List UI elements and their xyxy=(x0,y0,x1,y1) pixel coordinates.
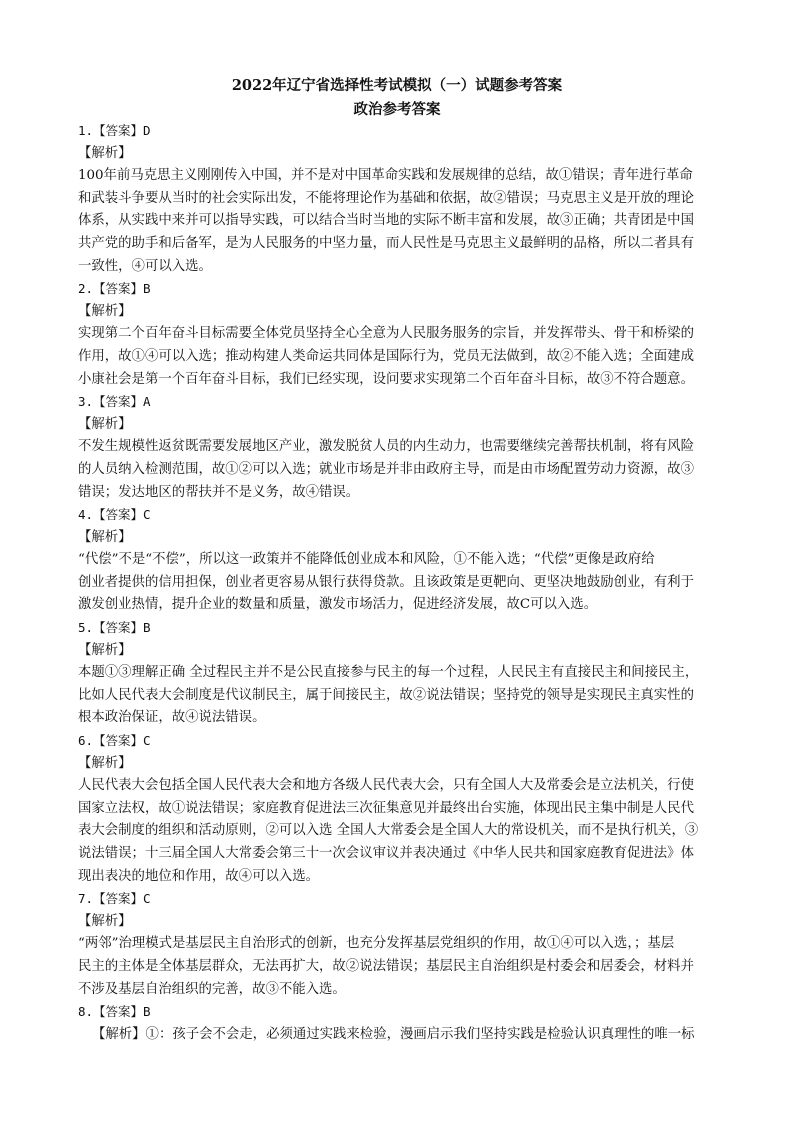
explanation-text-line: 100年前马克思主义刚刚传入中国，并不是对中国革命实践和发展规律的总结，故①错误；青年进行革命 xyxy=(78,168,693,184)
explanation-text-line: 表大会制度的组织和活动原则，②可以入选 全国人大常委会是全国人大的常设机关，而不是执行机关，③ xyxy=(78,823,699,839)
explanation-label: 【解析】 xyxy=(78,303,132,319)
explanation-label: 【解析】 xyxy=(78,529,132,545)
explanation-label: 【解析】 xyxy=(78,642,132,658)
explanation-text-line: 小康社会是第一个百年奋斗目标，我们已经实现，设问要求实现第二个百年奋斗目标，故③不符合题意。 xyxy=(78,371,694,387)
explanation-text-line: 现出表决的地位和作用，故④可以入选。 xyxy=(78,868,320,884)
explanation-text-line: 的人员纳入检测范围，故①②可以入选；就业市场是并非由政府主导，而是由市场配置劳动力资源，故③ xyxy=(78,461,694,477)
explanation-text-line: 人民代表大会包括全国人民代表大会和地方各级人民代表大会，只有全国人大及常委会是立法机关，行使 xyxy=(78,778,694,794)
explanation-text-line: 不发生规模性返贫既需要发展地区产业，激发脱贫人员的内生动力，也需要继续完善帮扶机制，将有风险 xyxy=(78,439,694,455)
explanation-label: 【解析】 xyxy=(78,755,132,771)
explanation-text-line: 和武装斗争要从当时的社会实际出发，不能将理论作为基础和依据，故②错误；马克思主义是开放的理论 xyxy=(78,190,694,206)
explanation-text-line: 比如人民代表大会制度是代议制民主，属于间接民主，故②说法错误；坚持党的领导是实现民主真实性的 xyxy=(78,687,694,703)
explanation-text-line: 作用，故①④可以入选；推动构建人类命运共同体是国际行为，党员无法做到，故②不能入选；全面建成 xyxy=(78,348,694,364)
explanation-text-line: 本题①③理解正确 全过程民主并不是公民直接参与民主的每一个过程，人民民主有直接民主和间接民主， xyxy=(78,665,699,681)
explanation-text-line: 国家立法权，故①说法错误；家庭教育促进法三次征集意见并最终出台实施，体现出民主集中制是人民代 xyxy=(78,800,694,816)
explanation-text-line: 民主的主体是全体基层群众，无法再扩大，故②说法错误；基层民主自治组织是村委会和居委会，材料并 xyxy=(78,958,694,974)
answer-key-line: 1.【答案】D xyxy=(78,123,151,138)
explanation-text-line: 一致性，④可以入选。 xyxy=(78,258,212,274)
answer-key-line: 2.【答案】B xyxy=(78,281,151,297)
explanation-text-line: 【解析】①：孩子会不会走，必须通过实践来检验，漫画启示我们坚持实践是检验认识真理性的唯一标 xyxy=(92,1026,695,1042)
answer-key-line: 3.【答案】A xyxy=(78,394,151,410)
explanation-text-line: 创业者提供的信用担保，创业者更容易从银行获得贷款。且该政策是更靶向、更坚决地鼓励创业，有利于 xyxy=(78,574,694,590)
explanation-text-line: 激发创业热情，提升企业的数量和质量，激发市场活力，促进经济发展，故C可以入选。 xyxy=(78,597,598,613)
title-block xyxy=(0,76,794,120)
explanation-text-line: 共产党的助手和后备军，是为人民服务的中坚力量，而人民性是马克思主义最鲜明的品格，所以二者具有 xyxy=(78,235,694,251)
explanation-text-line: 不涉及基层自治组织的完善，故③不能入选。 xyxy=(78,981,346,997)
explanation-label: 【解析】 xyxy=(78,913,132,929)
explanation-text-line: 体系，从实践中来并可以指导实践，可以结合当时当地的实际不断丰富和发展，故③正确；共青团是中国 xyxy=(78,213,694,229)
answer-key-line: 7.【答案】C xyxy=(78,891,151,907)
explanation-text-line: 实现第二个百年奋斗目标需要全体党员坚持全心全意为人民服务服务的宗旨，并发挥带头、骨干和桥梁的 xyxy=(78,326,694,342)
answer-key-line: 6.【答案】C xyxy=(78,733,151,749)
answer-key-line: 5.【答案】B xyxy=(78,620,151,636)
explanation-text-line: 根本政治保证，故④说法错误。 xyxy=(78,710,266,726)
explanation-label: 【解析】 xyxy=(78,416,132,432)
explanation-text-line: “代偿”不是“不偿”，所以这一政策并不能降低创业成本和风险，①不能入选；“代偿”更像是政府给 xyxy=(78,552,655,568)
page-subtitle: 政治参考答案 xyxy=(353,101,441,118)
explanation-text-line: 说法错误；十三届全国人大常委会第三十一次会议审议并表决通过《中华人民共和国家庭教育促进法》体 xyxy=(78,846,694,861)
answer-key-line: 8.【答案】B xyxy=(78,1004,151,1020)
explanation-text-line: “两邻”治理模式是基层民主自治形式的创新，也充分发挥基层党组织的作用，故①④可以入选，；基层 xyxy=(78,936,675,952)
page-title: 2022年辽宁省选择性考试模拟（一）试题参考答案 xyxy=(231,77,563,94)
explanation-text-line: 错误；发达地区的帮扶并不是义务，故④错误。 xyxy=(78,484,360,500)
answer-content xyxy=(78,120,718,1046)
answer-key-line: 4.【答案】C xyxy=(78,507,151,523)
explanation-label: 【解析】 xyxy=(78,145,132,161)
